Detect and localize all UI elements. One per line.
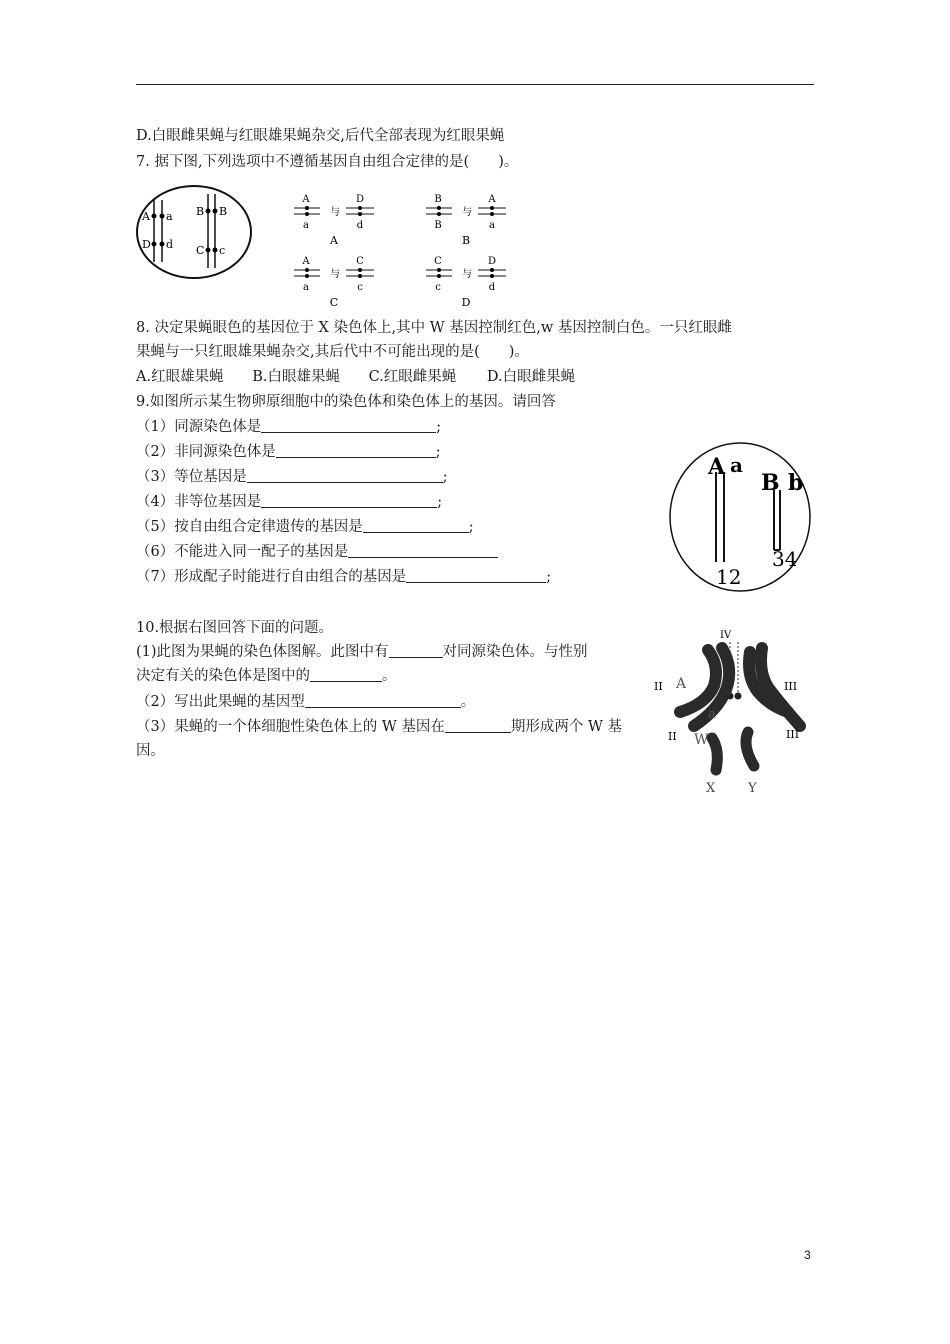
header-rule: [136, 84, 814, 85]
svg-text:与: 与: [462, 207, 472, 218]
q10-fruitfly-karyotype: [650, 626, 832, 798]
q8-options: [136, 367, 575, 387]
answer-blank[interactable]: [247, 468, 443, 483]
cell-label: B: [219, 205, 228, 218]
cell-label: C: [196, 244, 205, 257]
q9-item-3: （3）等位基因是 ;: [136, 469, 448, 485]
q8-option-b: B.白眼雄果蝇: [252, 369, 340, 385]
gene-label: A: [708, 454, 726, 480]
svg-text:B: B: [434, 194, 442, 205]
q10-line-5: 因。: [136, 743, 165, 759]
gene-label: b: [788, 470, 804, 496]
q7-cell-diagram: [134, 182, 256, 282]
svg-text:与: 与: [330, 269, 340, 280]
answer-blank[interactable]: [363, 518, 469, 533]
cell-label: A: [142, 210, 150, 223]
q7-option-b-pair: [422, 190, 512, 250]
svg-text:B: B: [434, 220, 442, 231]
q8-option-d: D.白眼雌果蝇: [486, 369, 576, 385]
gene-label: a: [708, 707, 716, 722]
svg-text:d: d: [356, 220, 364, 231]
page-number: 3: [804, 1248, 811, 1262]
answer-blank[interactable]: [276, 443, 436, 458]
svg-text:A: A: [302, 194, 310, 205]
q7-option-a-pair: [290, 190, 380, 250]
q7-option-d-pair: [422, 252, 512, 312]
chromosome-label: II: [668, 730, 677, 743]
cell-label: d: [166, 238, 174, 251]
q9-item-4: （4）非等位基因是 ;: [136, 494, 443, 510]
chromosome-label: II: [654, 680, 663, 693]
q10-line-1: (1)此图为果蝇的染色体图解。此图中有 对同源染色体。与性别: [136, 644, 588, 660]
q8-line-1: 8. 决定果蝇眼色的基因位于 X 染色体上,其中 W 基因控制红色,w 基因控制白色。一只红眼雌: [136, 320, 732, 336]
svg-text:a: a: [489, 220, 495, 231]
gene-label: W: [694, 732, 709, 748]
q10-line-3: （2）写出此果蝇的基因型 。: [136, 694, 476, 710]
svg-text:C: C: [434, 256, 442, 267]
svg-text:A: A: [330, 234, 338, 247]
answer-blank[interactable]: [348, 543, 498, 558]
chromosome-label: III: [786, 728, 800, 741]
q8-option-c: C.红眼雌果蝇: [368, 369, 457, 385]
answer-blank[interactable]: [445, 718, 511, 733]
svg-text:C: C: [356, 256, 364, 267]
svg-text:c: c: [357, 282, 363, 293]
cell-label: B: [196, 205, 205, 218]
q10-stem: 10.根据右图回答下面的问题。: [136, 620, 334, 636]
answer-blank[interactable]: [310, 667, 382, 682]
gene-label: B: [761, 470, 780, 496]
q10-line-2: 决定有关的染色体是图中的 。: [136, 668, 397, 684]
svg-text:a: a: [303, 282, 309, 293]
answer-blank[interactable]: [305, 693, 461, 708]
chromosome-label: X: [706, 781, 716, 796]
svg-text:C: C: [329, 296, 339, 309]
svg-text:d: d: [488, 282, 496, 293]
chromosome-label: Y: [748, 781, 757, 796]
q7-stem: 7. 据下图,下列选项中不遵循基因自由组合定律的是( )。: [136, 154, 519, 170]
q9-item-6: （6）不能进入同一配子的基因是: [136, 542, 498, 562]
q8-option-a: A.红眼雄果蝇: [136, 369, 224, 385]
answer-blank[interactable]: [261, 418, 436, 433]
q9-stem: 9.如图所示某生物卵原细胞中的染色体和染色体上的基因。请回答: [136, 394, 556, 410]
chromosome-number: 12: [716, 565, 742, 589]
answer-blank[interactable]: [261, 493, 437, 508]
cell-label: c: [219, 244, 226, 257]
cell-label: D: [142, 238, 151, 251]
q8-line-2: 果蝇与一只红眼雄果蝇杂交,其后代中不可能出现的是( )。: [136, 344, 529, 360]
svg-text:a: a: [303, 220, 309, 231]
svg-text:A: A: [302, 256, 310, 267]
q10-line-4: （3）果蝇的一个体细胞性染色体上的 W 基因在 期形成两个 W 基: [136, 719, 622, 735]
cell-label: a: [166, 210, 173, 223]
answer-blank[interactable]: [389, 643, 443, 658]
q9-item-2: （2）非同源染色体是 ;: [136, 444, 441, 460]
q9-item-7: （7）形成配子时能进行自由组合的基因是 ;: [136, 569, 552, 585]
q9-item-1: （1）同源染色体是 ;: [136, 419, 442, 435]
gene-label: a: [730, 453, 743, 477]
svg-text:与: 与: [330, 207, 340, 218]
svg-text:A: A: [488, 194, 496, 205]
q7-option-c-pair: [290, 252, 380, 312]
svg-text:D: D: [355, 194, 365, 205]
answer-blank[interactable]: [406, 568, 546, 583]
svg-text:与: 与: [462, 269, 472, 280]
q9-chromosome-diagram: [668, 440, 816, 596]
gene-label: A: [676, 676, 687, 692]
chromosome-label: III: [784, 680, 798, 693]
chromosome-label: IV: [720, 630, 732, 641]
svg-text:c: c: [435, 282, 441, 293]
q6-option-d: D.白眼雌果蝇与红眼雄果蝇杂交,后代全部表现为红眼果蝇: [136, 128, 505, 144]
svg-text:B: B: [461, 234, 471, 247]
svg-text:D: D: [487, 256, 497, 267]
chromosome-number: 34: [772, 547, 798, 571]
svg-text:D: D: [461, 296, 471, 309]
q9-item-5: （5）按自由组合定律遗传的基因是 ;: [136, 519, 474, 535]
